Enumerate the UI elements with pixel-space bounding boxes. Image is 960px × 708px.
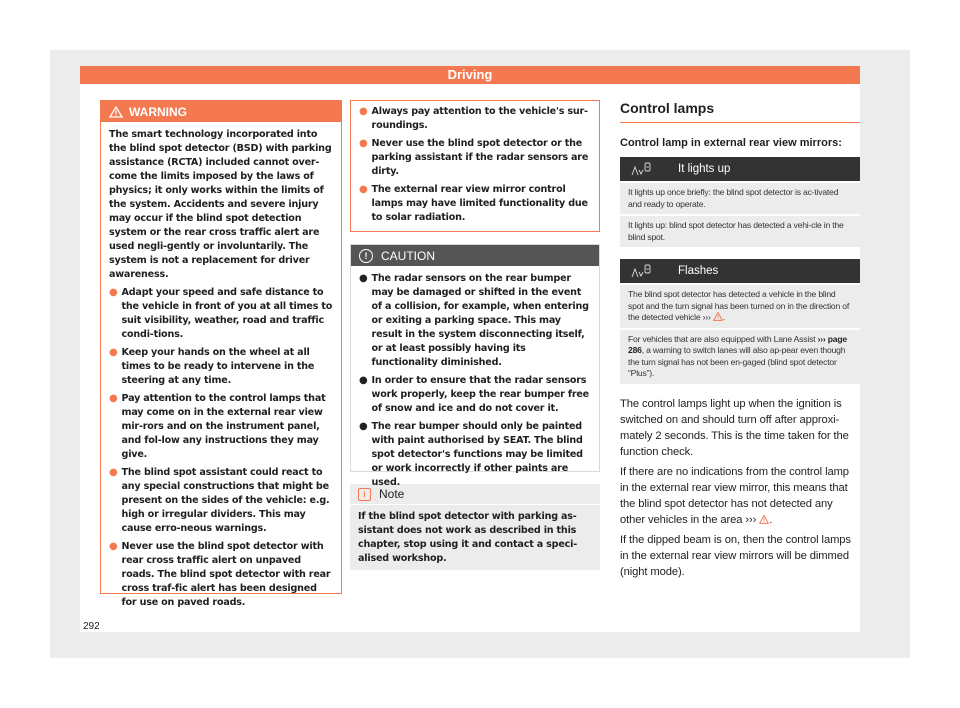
note-title: Note [379, 487, 405, 501]
control-lamps-subheading: Control lamp in external rear view mirrors: [620, 137, 842, 149]
control-lamps-title: Control lamps [620, 100, 860, 123]
warning-bullet: ● Never use the blind spot detector or the parking assistant if the radar sensors are dirty. [359, 138, 589, 177]
section-header: Driving [80, 66, 860, 84]
page-number: 292 [83, 621, 100, 632]
caution-title: CAUTION [381, 248, 435, 263]
caution-bullet: ● The radar sensors on the rear bumper may be damaged or shifted in the event of a collision, for example, when entering or exiting a parking space. This may result in the system disconnecting itself, or at least possibly having its functionality diminished. [359, 273, 589, 368]
warning-bullet: ● Never use the blind spot detector with rear cross traffic alert on unpaved roads. The blind spot detector with rear cross traf-fic alert has been designed for use on paved roads. [109, 541, 331, 608]
warning-bullet: ● Pay attention to the control lamps that may come on in the external rear view mir-rors and on the instrument panel, and fol-low any instructions they may give. [109, 393, 326, 460]
lamp-table-header [620, 157, 860, 181]
warning-triangle-icon [109, 106, 123, 118]
warning-bullet: ● The external rear view mirror control lamps may have limited functionality due to solar radiation. [359, 184, 588, 223]
lamp-table-lights-up [620, 157, 860, 247]
mirror-lamp-icon [630, 263, 658, 279]
caution-body [351, 266, 599, 490]
warning-bullet: ● Adapt your speed and safe distance to the vehicle in front of you at all times to suit visibility, weather, road and traffic condi-tions. [109, 287, 333, 340]
lamp-table-row: The blind spot detector has detected a vehicle in the blind spot and the turn signal has been turned on in the direction of the detected vehicle ››› . [620, 283, 860, 328]
lamp-table-row: It lights up once briefly: the blind spot detector is ac-tivated and ready to operate. [620, 181, 860, 214]
lamp-table-header [620, 259, 860, 283]
column-left [100, 100, 342, 608]
lamp-table-row: It lights up: blind spot detector has detected a vehi-cle in the blind spot. [620, 214, 860, 247]
mirror-lamp-icon [630, 161, 658, 177]
warning-bullet: ● Always pay attention to the vehicle's sur-roundings. [359, 106, 588, 131]
warning-header [101, 101, 341, 122]
paragraph: The control lamps light up when the ignition is switched on and should turn off after approxi-mately 2 seconds. This is the time taken for the function check. [620, 397, 849, 458]
column-middle [350, 100, 600, 570]
caution-bullet: ● The rear bumper should only be painted with paint authorised by SEAT. The blind spot detector's functions may be limited or work incorrectly if other paints are used. [359, 421, 583, 488]
lamp-table-row: For vehicles that are also equipped with Lane Assist ››› page 286, a warning to switch lanes will also ap-pear even though the turn signal has not been en-gaged (blind spot detector “Plus”). [620, 328, 860, 384]
paragraph: If there are no indications from the control lamp in the external rear view mirror, this means that the blind spot detector has not detected any other vehicles in the area ››› . [620, 465, 849, 526]
caution-header [351, 245, 599, 266]
lamp-table-flashes [620, 259, 860, 384]
caution-box [350, 244, 600, 488]
warning-bullet: ● The blind spot assistant could react to any special constructions that might be present on the sides of the vehicle: e.g. high or irregular dividers. This may cause erro-neous warnings. [109, 467, 330, 534]
warning-title: WARNING [129, 104, 187, 119]
note-box [350, 484, 600, 570]
warning-continued-box [350, 100, 600, 232]
lamp-table-header-label: Flashes [678, 265, 719, 277]
note-body: If the blind spot detector with parking as-sistant does not work as described in this chapter, stop using it and contact a speci-alised workshop. [358, 511, 577, 564]
warning-triangle-icon[interactable] [713, 312, 723, 321]
warning-triangle-icon[interactable] [759, 515, 769, 524]
column-right [620, 100, 860, 584]
warning-intro: The smart technology incorporated into the blind spot detector (BSD) with parking assistance (RCTA) included cannot over-come the limits imposed by the laws of physics; it only works within the limits of the system. Accidents and severe injury may occur if the blind spot detection system or the rear cross traffic alert are used negli-gently or involuntarily. The system is not a replacement for driver awareness. [109, 129, 332, 280]
warning-bullet: ● Keep your hands on the wheel at all times to be ready to intervene in the steering at any time. [109, 347, 315, 386]
page-reference-link[interactable]: ››› page 286 [628, 333, 848, 355]
lamp-table-header-label: It lights up [678, 163, 731, 175]
control-lamps-text [620, 396, 860, 580]
warning-box [100, 100, 342, 608]
info-icon: ! [359, 249, 373, 263]
note-icon: i [358, 488, 371, 501]
warning-body [101, 122, 341, 610]
paragraph: If the dipped beam is on, then the control lamps in the external rear view mirrors will be dimmed (night mode). [620, 533, 851, 578]
caution-bullet: ● In order to ensure that the radar sensors work properly, keep the rear bumper free of snow and ice and do not cover it. [359, 375, 589, 414]
